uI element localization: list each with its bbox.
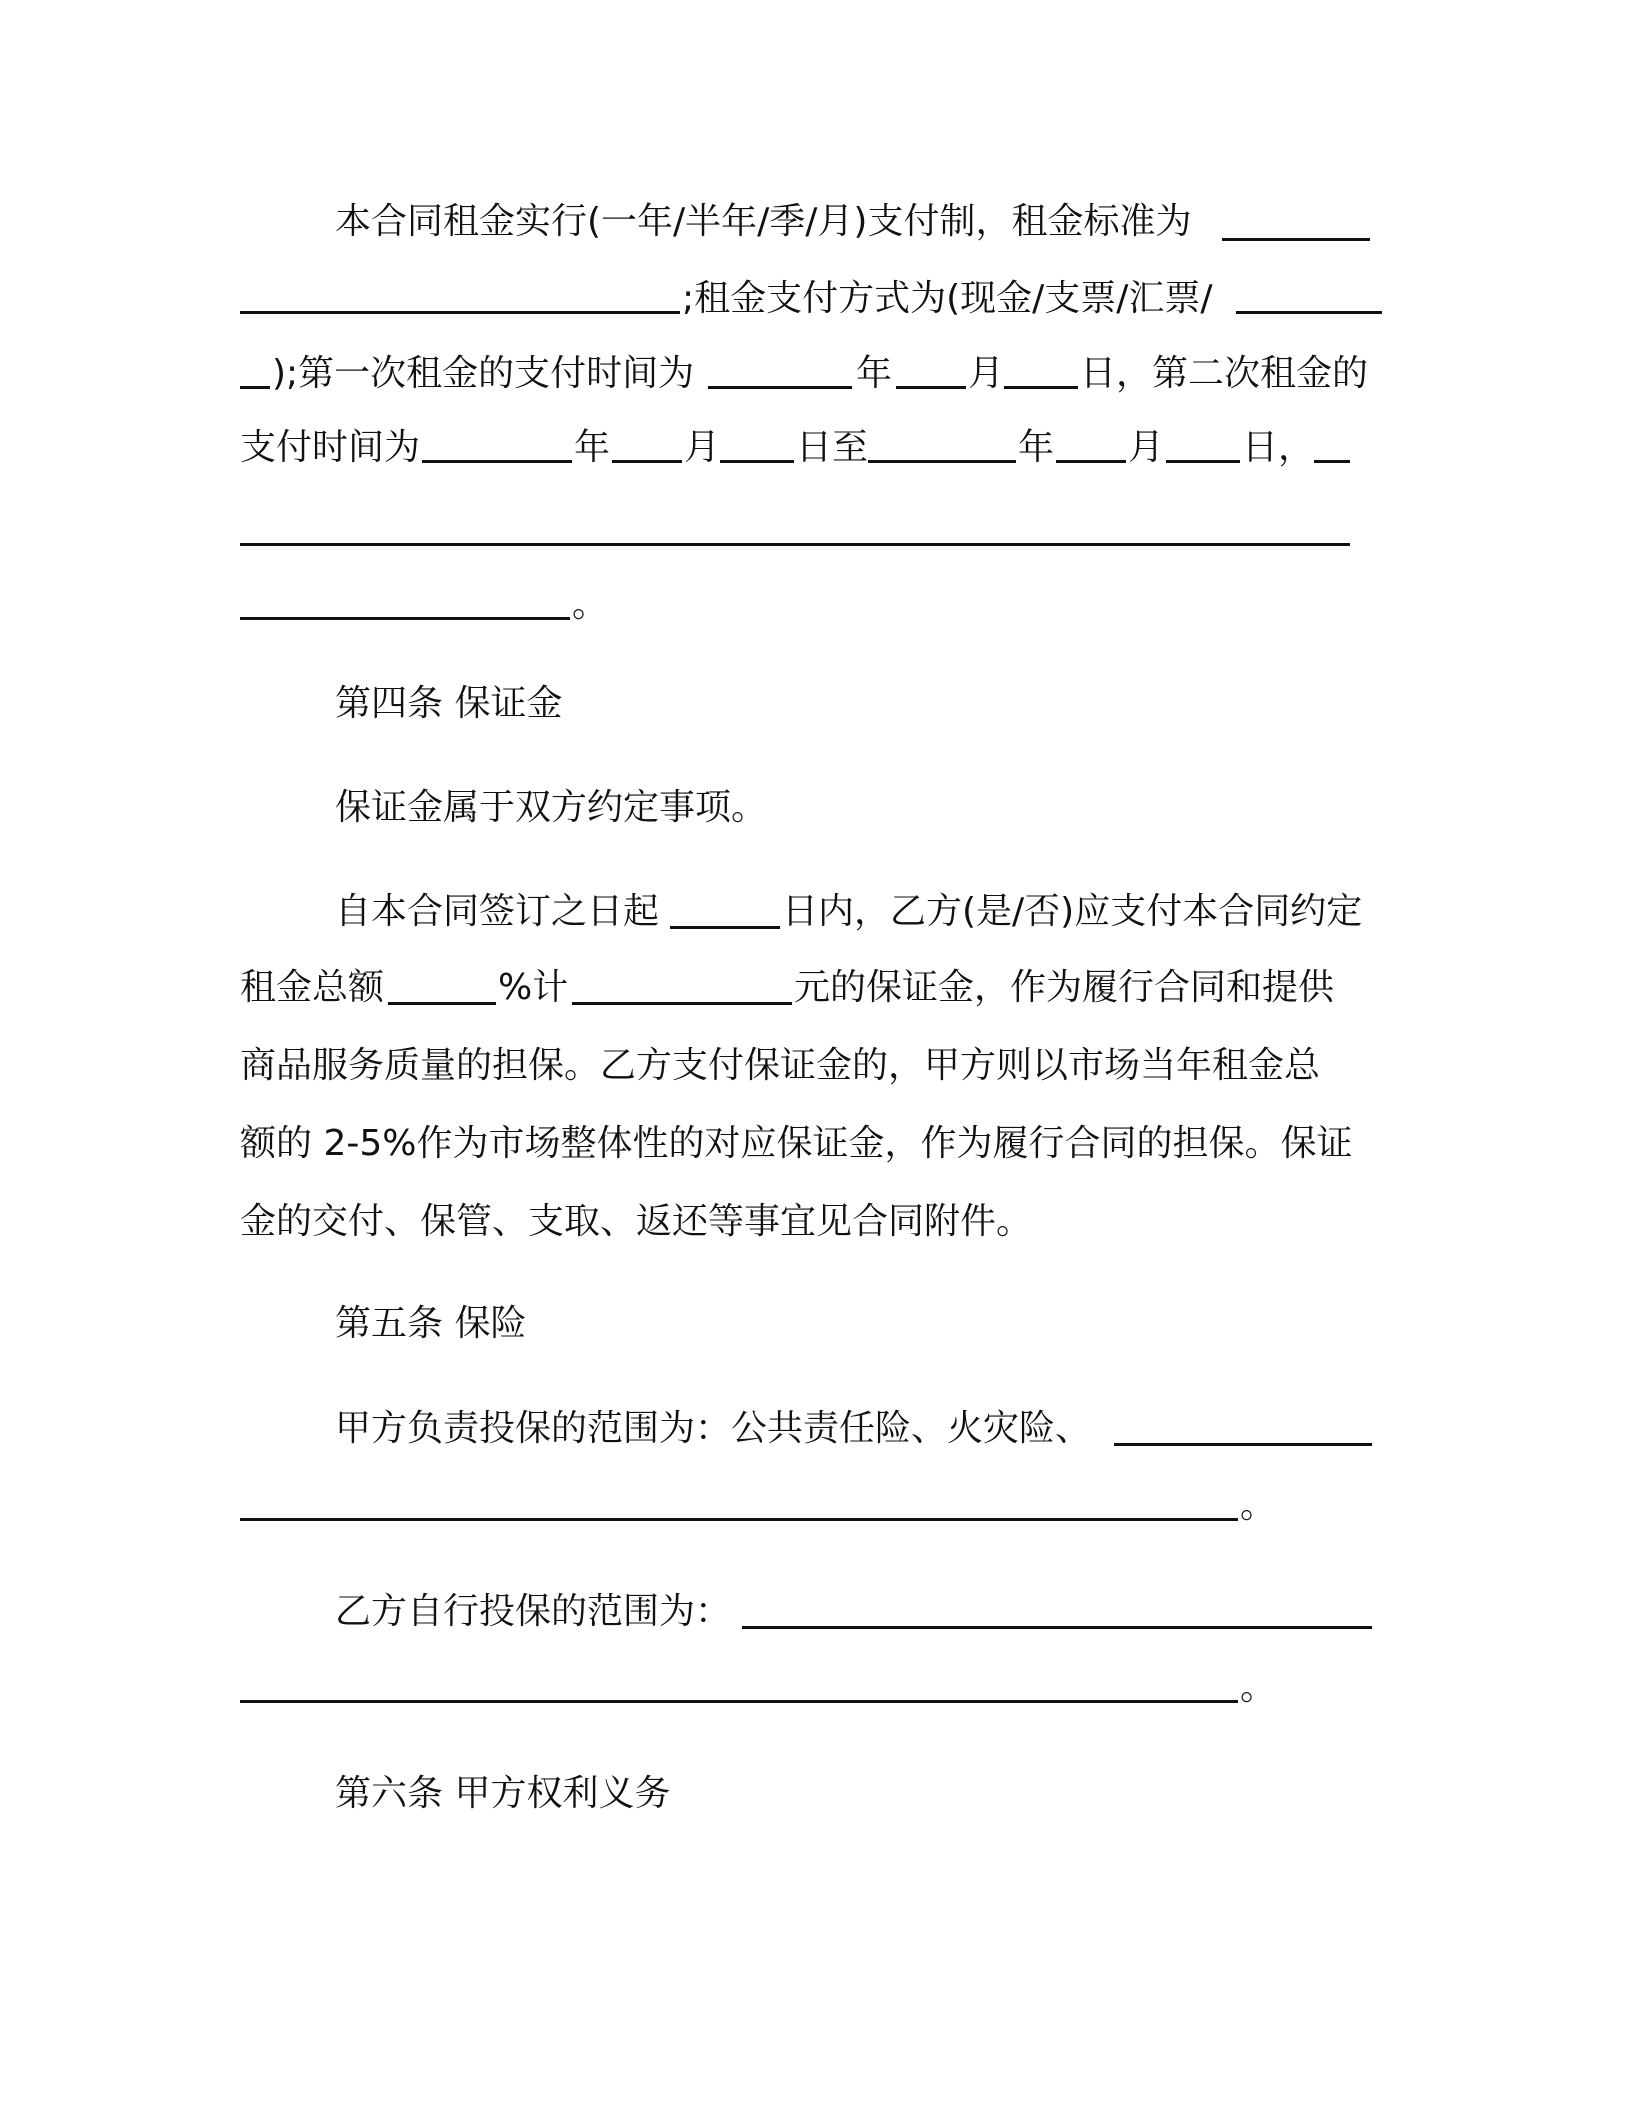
deposit-paragraph-line: 商品服务质量的担保。乙方支付保证金的，甲方则以市场当年租金总 bbox=[240, 1045, 1321, 1086]
second-payment-end-year-blank bbox=[868, 460, 1016, 463]
additional-terms-blank-end bbox=[240, 617, 570, 620]
deposit-guarantee-text: 元的保证金，作为履行合同和提供 bbox=[794, 967, 1335, 1008]
month-label: 月 bbox=[968, 353, 1005, 394]
party-a-insurance-blank bbox=[1114, 1443, 1372, 1446]
percent-label: %计 bbox=[498, 967, 569, 1008]
year-label: 年 bbox=[856, 353, 893, 394]
second-payment-start-month-blank bbox=[612, 460, 682, 463]
payment-time-label: 支付时间为 bbox=[240, 427, 421, 468]
period-mark: 。 bbox=[1240, 1667, 1277, 1708]
deposit-intro: 保证金属于双方约定事项。 bbox=[335, 787, 768, 828]
rent-payment-clause-line: 本合同租金实行(一年/半年/季/月)支付制，租金标准为 bbox=[335, 201, 1192, 242]
additional-terms-blank-full bbox=[240, 543, 1350, 546]
rent-standard-blank-continued bbox=[240, 311, 680, 314]
first-payment-year-blank bbox=[708, 386, 852, 389]
first-payment-label: );第一次租金的支付时间为 bbox=[272, 353, 695, 394]
day-label: 日， bbox=[1242, 427, 1315, 468]
section-6-heading: 第六条 甲方权利义务 bbox=[335, 1773, 671, 1814]
year-label: 年 bbox=[1018, 427, 1055, 468]
payment-method-other-blank bbox=[1236, 311, 1382, 314]
payment-method-other-blank-continued bbox=[240, 386, 270, 389]
deposit-percent-blank bbox=[388, 1002, 496, 1005]
additional-terms-blank bbox=[1314, 460, 1350, 463]
payment-method-text: ;租金支付方式为(现金/支票/汇票/ bbox=[682, 278, 1213, 319]
month-label: 月 bbox=[1128, 427, 1165, 468]
first-payment-day-blank bbox=[1004, 386, 1078, 389]
period-mark: 。 bbox=[1240, 1485, 1277, 1526]
period-mark: 。 bbox=[572, 584, 609, 625]
deposit-payment-continued: 日内，乙方(是/否)应支付本合同约定 bbox=[782, 891, 1363, 932]
first-payment-month-blank bbox=[896, 386, 966, 389]
party-b-insurance-blank-continued bbox=[240, 1700, 1238, 1703]
section-5-heading: 第五条 保险 bbox=[335, 1303, 527, 1344]
second-payment-start-year-blank bbox=[422, 460, 572, 463]
second-payment-label: 日，第二次租金的 bbox=[1080, 353, 1369, 394]
rent-standard-blank bbox=[1222, 238, 1370, 241]
deposit-payment-start: 自本合同签订之日起 bbox=[335, 891, 660, 932]
second-payment-start-day-blank bbox=[720, 460, 794, 463]
party-b-insurance-blank bbox=[742, 1626, 1372, 1629]
day-to-label: 日至 bbox=[796, 427, 869, 468]
party-a-insurance-scope: 甲方负责投保的范围为：公共责任险、火灾险、 bbox=[335, 1408, 1092, 1449]
deposit-days-blank bbox=[670, 926, 780, 929]
month-label: 月 bbox=[684, 427, 721, 468]
deposit-amount-blank bbox=[572, 1002, 792, 1005]
rent-total-label: 租金总额 bbox=[240, 967, 385, 1008]
party-a-insurance-blank-continued bbox=[240, 1518, 1238, 1521]
section-4-heading: 第四条 保证金 bbox=[335, 683, 563, 724]
party-b-insurance-scope: 乙方自行投保的范围为： bbox=[335, 1591, 732, 1632]
deposit-paragraph-line: 金的交付、保管、支取、返还等事宜见合同附件。 bbox=[240, 1201, 1033, 1242]
second-payment-end-month-blank bbox=[1056, 460, 1126, 463]
second-payment-end-day-blank bbox=[1166, 460, 1240, 463]
deposit-paragraph-line: 额的 2-5%作为市场整体性的对应保证金，作为履行合同的担保。保证 bbox=[240, 1123, 1353, 1164]
year-label: 年 bbox=[574, 427, 611, 468]
